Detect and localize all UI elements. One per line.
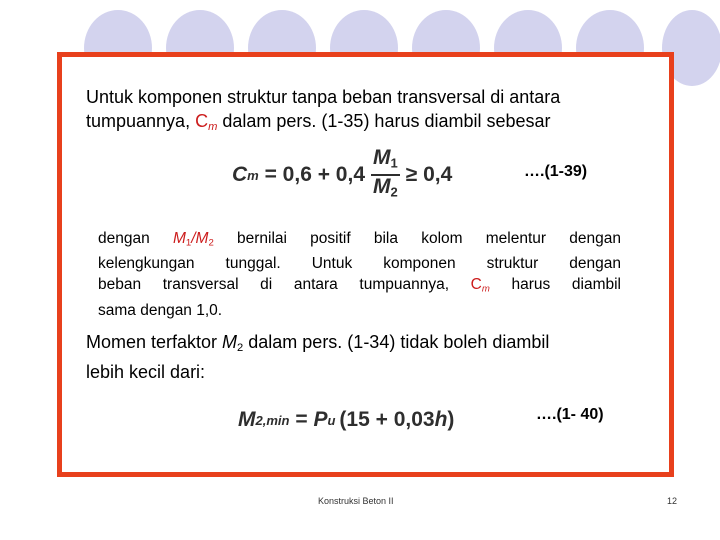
eq1-den-sub: 2 xyxy=(390,184,398,200)
paragraph-cm-intro xyxy=(86,85,666,139)
p2-l3-a: beban transversal di antara tumpuannya, xyxy=(98,276,471,294)
p2-l3-b: harus diambil xyxy=(489,276,621,294)
footer-title: Konstruksi Beton II xyxy=(318,496,394,506)
p2-ratio xyxy=(173,230,214,247)
p1-line1: Untuk komponen struktur tanpa beban transversal di antara xyxy=(86,87,561,107)
p3-l1-b: dalam pers. (1-34) tidak boleh diambil xyxy=(243,332,550,352)
eq2-close: ) xyxy=(447,408,455,431)
eq2-p: P xyxy=(313,408,328,431)
cm-symbol xyxy=(195,111,217,131)
eq1-num-sub: 1 xyxy=(390,155,398,170)
cm-sub: m xyxy=(208,120,218,133)
cm-c: C xyxy=(195,111,209,131)
eq1-cm-sub: m xyxy=(247,167,259,183)
p2-cm xyxy=(471,276,490,293)
eq1-numerator xyxy=(371,147,400,174)
paragraph-m2-min xyxy=(86,330,666,384)
p3-line2: lebih kecil dari: xyxy=(86,361,206,382)
eq1-num-m: M xyxy=(373,145,391,169)
eq2-m: M xyxy=(238,408,256,431)
p3-m: M xyxy=(222,332,238,352)
eq1-middle: = 0,6 + 0,4 xyxy=(258,163,366,186)
eq1-number: ….(1-39) xyxy=(524,163,588,180)
eq2-m-sub: 2,min xyxy=(255,412,290,428)
eq2-h: h xyxy=(434,408,448,431)
p2-slash: / xyxy=(191,230,196,247)
eq2-rhs: (15 + 0,03 xyxy=(339,408,435,431)
p2-line2: kelengkungan tunggal. Untuk komponen struktur dengan xyxy=(98,255,621,273)
equation-1-40 xyxy=(238,400,454,440)
eq2-number: ….(1- 40) xyxy=(536,406,604,423)
paragraph-cm-condition xyxy=(98,228,621,321)
eq1-den-m: M xyxy=(373,175,391,198)
eq2-p-sub: u xyxy=(327,412,336,428)
p2-m1: M xyxy=(172,230,186,247)
p2-m2: M xyxy=(195,230,209,247)
p2-line4: sama dengan 1,0. xyxy=(98,301,223,319)
eq1-denominator xyxy=(371,176,400,203)
eq2-equals: = xyxy=(289,408,314,431)
p2-l1-a: dengan xyxy=(98,230,173,247)
p2-line3 xyxy=(98,274,621,299)
p2-m2-sub: 2 xyxy=(208,237,214,249)
p2-line1 xyxy=(98,228,621,253)
p3-m-sub: 2 xyxy=(237,341,244,354)
eq1-rhs: ≥ 0,4 xyxy=(405,163,453,186)
p2-m1-sub: 1 xyxy=(185,237,192,249)
p1-line2-a: tumpuannya, xyxy=(86,111,196,131)
p1-line2-b: dalam pers. (1-35) harus diambil sebesar xyxy=(217,111,551,131)
equation-1-39 xyxy=(232,145,453,200)
p3-l1-a: Momen terfaktor xyxy=(86,332,223,352)
p2-l1-b: bernilai positif bila kolom melentur dengan xyxy=(213,230,621,247)
page-number: 12 xyxy=(667,496,678,506)
eq1-cm-c: C xyxy=(232,163,248,186)
p2-cm-sub: m xyxy=(481,283,490,295)
eq1-fraction xyxy=(371,147,400,204)
p2-cm-c: C xyxy=(470,276,482,294)
